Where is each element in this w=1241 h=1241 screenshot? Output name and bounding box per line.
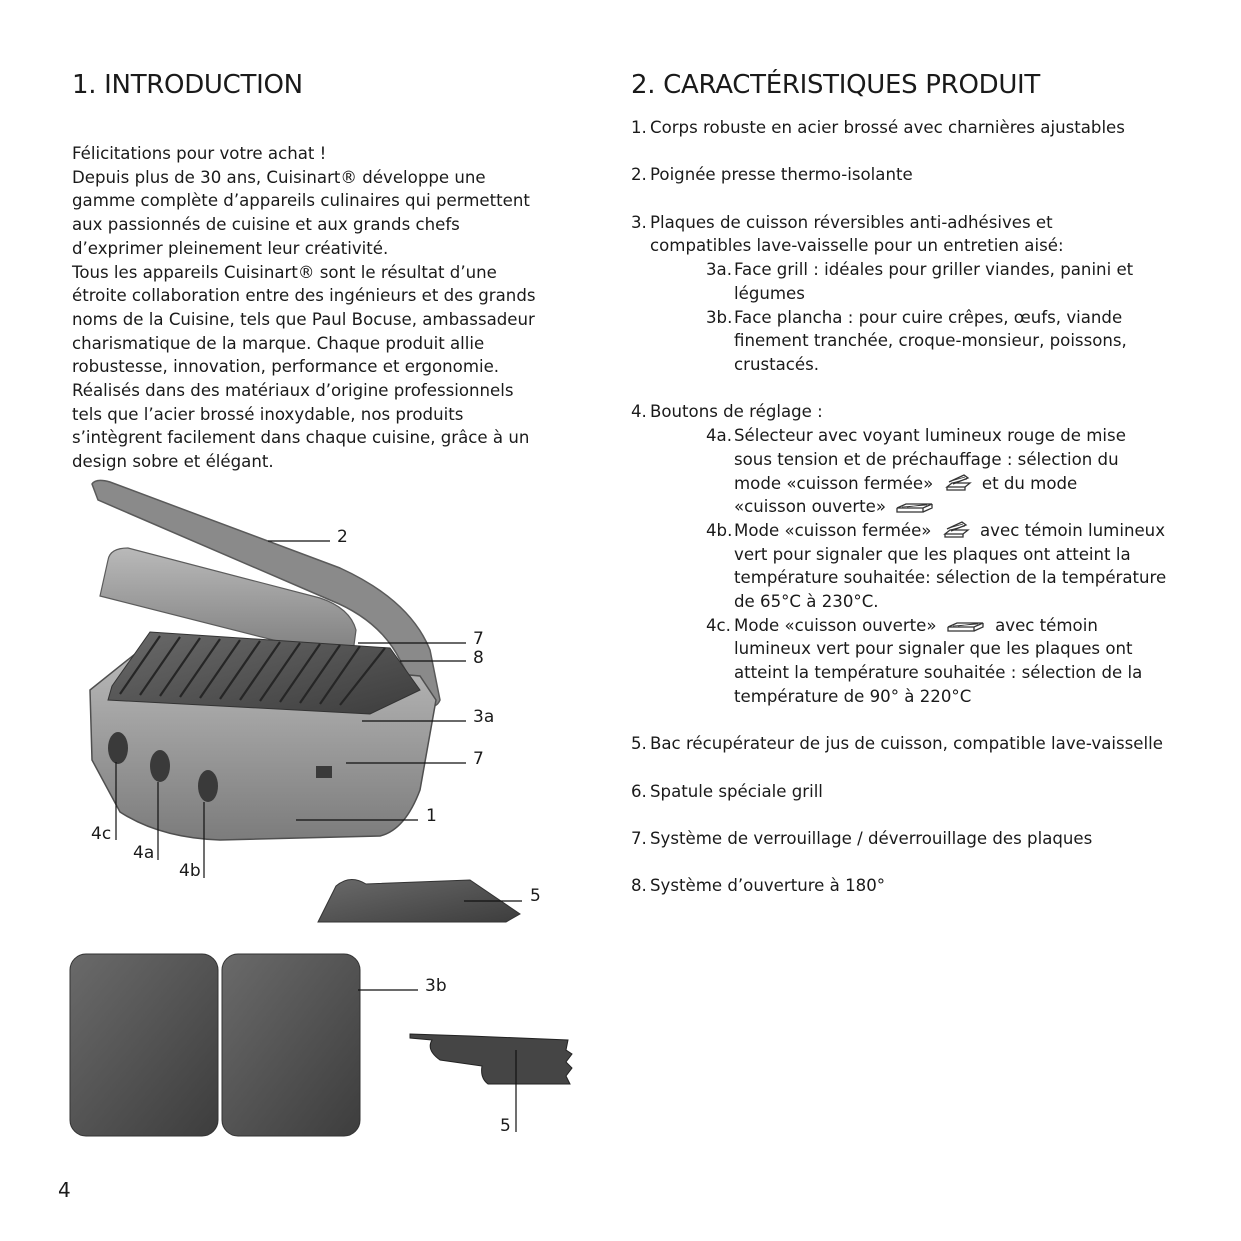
- callout-7: 7: [473, 629, 484, 649]
- feature-number: 2.: [631, 165, 647, 185]
- feature-number: 3.: [631, 212, 647, 232]
- feature-text: Spatule spéciale grill: [650, 781, 823, 801]
- subitem-text: et du mode «cuisson ouverte»: [734, 473, 1078, 517]
- feature-number: 6.: [631, 781, 647, 801]
- features-title: 2. CARACTÉRISTIQUES PRODUIT: [631, 70, 1041, 100]
- subitem-text: Mode «cuisson ouverte»: [734, 615, 937, 635]
- page-number: 4: [58, 1178, 71, 1202]
- feature-text: Corps robuste en acier brossé avec charnières ajustables: [650, 118, 1125, 137]
- feature-text: Poignée presse thermo-isolante: [650, 165, 913, 185]
- callout-4b: 4b: [179, 861, 201, 881]
- subitem-text: Sélecteur avec voyant lumineux rouge de mise sous tension et de préchauffage : sélection du mode «cuisson fermée»: [734, 426, 1126, 493]
- subitem-text: avec témoin lumineux vert pour signaler que les plaques ont atteint la température souhaitée : sélection de la température de 90° à 220°C: [734, 615, 1143, 706]
- plate-illustration: [222, 954, 360, 1136]
- spatula-illustration: [410, 1034, 572, 1084]
- callout-5: 5: [530, 886, 541, 906]
- intro-title: 1. INTRODUCTION: [72, 70, 303, 100]
- feature-text: Système d’ouverture à 180°: [650, 876, 886, 896]
- callout-4c: 4c: [91, 824, 112, 844]
- feature-text: Boutons de réglage :: [650, 402, 823, 422]
- feature-number: 7.: [631, 829, 647, 848]
- callout-4a: 4a: [133, 843, 155, 863]
- intro-paragraph: Depuis plus de 30 ans, Cuisinart® développe une gamme complète d’appareils culinaires qui permettent aux passionnés de cuisine et aux grands chefs d’exprimer pleinement leur créativité.: [72, 167, 530, 258]
- callout-3a: 3a: [473, 707, 495, 727]
- subitem-number: 3a.: [706, 260, 733, 280]
- feature-number: 8.: [631, 876, 647, 896]
- callout-5: 5: [500, 1116, 511, 1136]
- feature-text: Bac récupérateur de jus de cuisson, compatible lave-vaisselle: [650, 734, 1163, 754]
- subitem-number: 4b.: [706, 520, 733, 540]
- feature-text: Système de verrouillage / déverrouillage des plaques: [650, 829, 1093, 848]
- callout-7: 7: [473, 749, 484, 769]
- feature-text: Plaques de cuisson réversibles anti-adhésives et compatibles lave-vaisselle pour un entretien aisé:: [650, 212, 1064, 256]
- feature-number: 4.: [631, 402, 647, 422]
- intro-paragraph: Tous les appareils Cuisinart® sont le résultat d’une étroite collaboration entre des ingénieurs et des grands noms de la Cuisine, tels que Paul Bocuse, ambassadeur charismatique de la marque. Chaque produit allie robustesse, innovation, performance et ergonomie.: [72, 262, 536, 377]
- intro-paragraph: Félicitations pour votre achat !: [72, 144, 327, 163]
- subitem-text: Face plancha : pour cuire crêpes, œufs, viande finement tranchée, croque-monsieur, poissons, crustacés.: [734, 307, 1127, 374]
- callout-2: 2: [337, 527, 348, 547]
- subitem-text: Mode «cuisson fermée»: [734, 520, 932, 540]
- plate-illustration: [70, 954, 218, 1136]
- subitem-text: Face grill : idéales pour griller viandes, panini et légumes: [734, 260, 1134, 303]
- subitem-number: 3b.: [706, 307, 733, 327]
- subitem-text: avec témoin lumineux vert pour signaler que les plaques ont atteint la température souhaitée: sélection de la température de 65°C à 230°C.: [734, 520, 1167, 612]
- feature-number: 5.: [631, 734, 647, 754]
- subitem-number: 4c.: [706, 615, 731, 635]
- callout-1: 1: [426, 806, 437, 826]
- intro-paragraph: Réalisés dans des matériaux d’origine professionnels tels que l’acier brossé inoxydable, nos produits s’intègrent facilement dans chaque cuisine, grâce à un design sobre et élégant.: [72, 381, 530, 472]
- callout-3b: 3b: [425, 976, 447, 996]
- feature-number: 1.: [631, 118, 647, 137]
- callout-8: 8: [473, 648, 484, 668]
- grill-illustration: [90, 480, 440, 840]
- subitem-number: 4a.: [706, 426, 733, 446]
